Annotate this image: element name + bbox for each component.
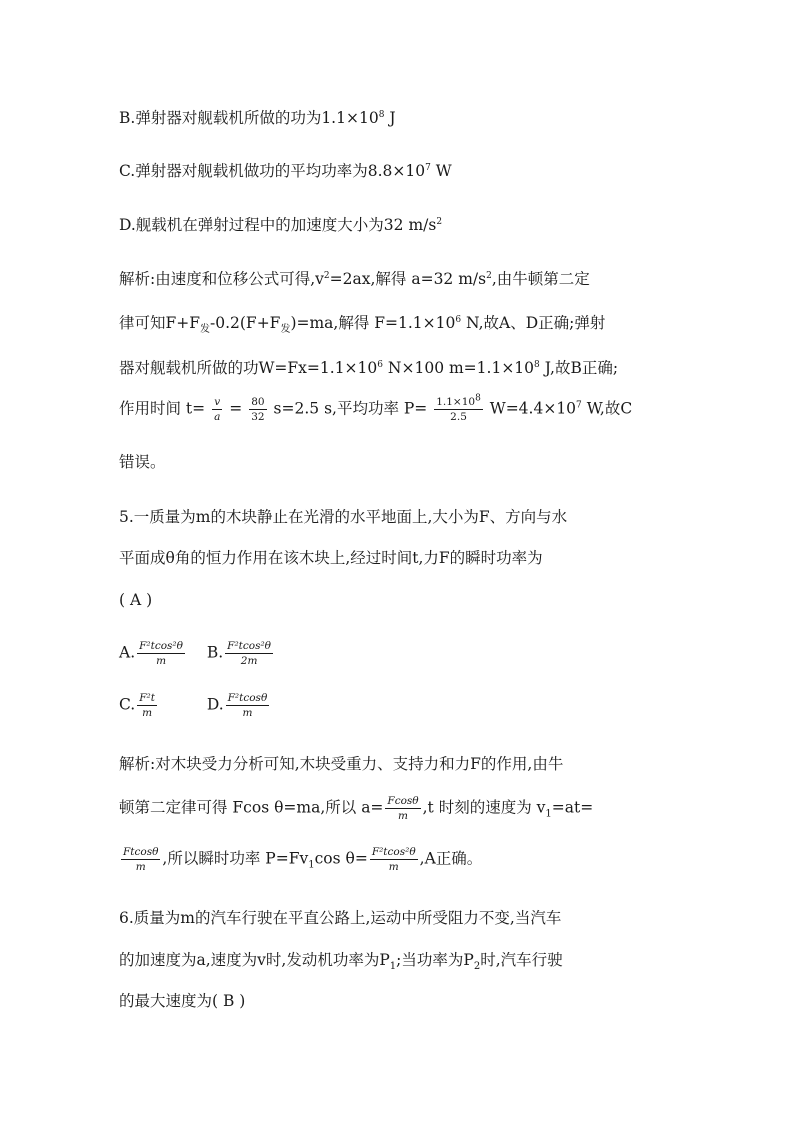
question-5-answer: ( A ) [119,591,153,609]
option-d-fraction: $\frac{\text{F²tcosθ}}{m}$ [227,692,268,720]
solution-4-line-3: 器对舰载机所做的功$W=Fx=1.1\times 10^6$ N×100 $m=1.1\times 10^8$ J,故B正确; [119,359,619,377]
solution-5-line-1: 解析:对木块受力分析可知,木块受重力、支持力和力F的作用,由牛 [119,755,564,773]
fraction-a: $\frac{Fcos\theta}{m}$ [387,795,419,823]
solution-5-line-2: 顿第二定律可得 Fcos θ=ma,所以 a= $\frac{Fcos\theta}{m}$ ,t 时刻的速度为 $v_1=at=$ [119,795,594,823]
fraction-power: $\frac{\text{F²tcos²θ}}{m}$ [371,846,416,874]
question-6-line-1: 6.质量为m的汽车行驶在平直公路上,运动中所受阻力不变,当汽车 [119,909,562,927]
solution-4-line-1: 解析:由速度和位移公式可得$,v^2=2ax$,解得 a=32 $m/s^2$,由牛顿第二定 [119,270,590,288]
options-c-d: C. $\frac{\text{F²t}}{m}$ D. $\frac{\text{F²tcosθ}}{m}$ [119,692,268,720]
fraction-80-over-32: $\frac{80}{32}$ [251,396,265,424]
solution-4-line-2: 律可知$F+F_发-0.2(F+F_发)=ma$,解得 $F=1.1\times 10^6$ N,故A、D正确;弹射 [119,314,606,336]
question-5-line-1: 5.一质量为m的木块静止在光滑的水平地面上,大小为F、方向与水 [119,508,568,526]
solution-5-line-3: $\frac{Ftcos\theta}{m}$ ,所以瞬时功率 $P=Fv_1\cos$ θ= $\frac{\text{F²tcos²θ}}{m}$ ,A正确。 [123,846,483,874]
solution-4-line-5: 错误。 [119,453,166,471]
option-c: C.弹射器对舰载机做功的平均功率为$8.8\times 10^7$ W [119,162,452,180]
solution-4-line-4: 作用时间 t= $\frac{v}{a}$ = $\frac{80}{32}$ s=2.5 s,平均功率 P= $\frac{1.1\times 10^8}{2.5}$ $W=4.4\times 10^7$ W,故C [119,393,633,424]
option-b-fraction: $\frac{\text{F²tcos²θ}}{2m}$ [227,640,272,668]
option-a-fraction: $\frac{\text{F²tcos²θ}}{m}$ [139,640,183,668]
question-6-line-2: 的加速度为a,速度为v时,发动机功率为$P_1$;当功率为$P_2$时,汽车行驶 [119,951,563,973]
option-d: D.舰载机在弹射过程中的加速度大小为32 $m/s^2$ [119,216,443,234]
question-6-line-3: 的最大速度为( B ) [119,992,246,1010]
fraction-velocity: $\frac{Ftcos\theta}{m}$ [123,846,159,874]
option-c-fraction: $\frac{\text{F²t}}{m}$ [139,692,155,720]
fraction-v-over-a: $\frac{v}{a}$ [214,396,221,424]
fraction-work-over-time: $\frac{1.1\times 10^8}{2.5}$ [436,393,481,424]
options-a-b: A. $\frac{\text{F²tcos²θ}}{m}$ B. $\frac{\text{F²tcos²θ}}{2m}$ [119,640,272,668]
option-b: B.弹射器对舰载机所做的功为$1.1\times 10^8$ J [119,109,396,127]
question-5-line-2: 平面成θ角的恒力作用在该木块上,经过时间t,力F的瞬时功率为 [119,549,543,567]
